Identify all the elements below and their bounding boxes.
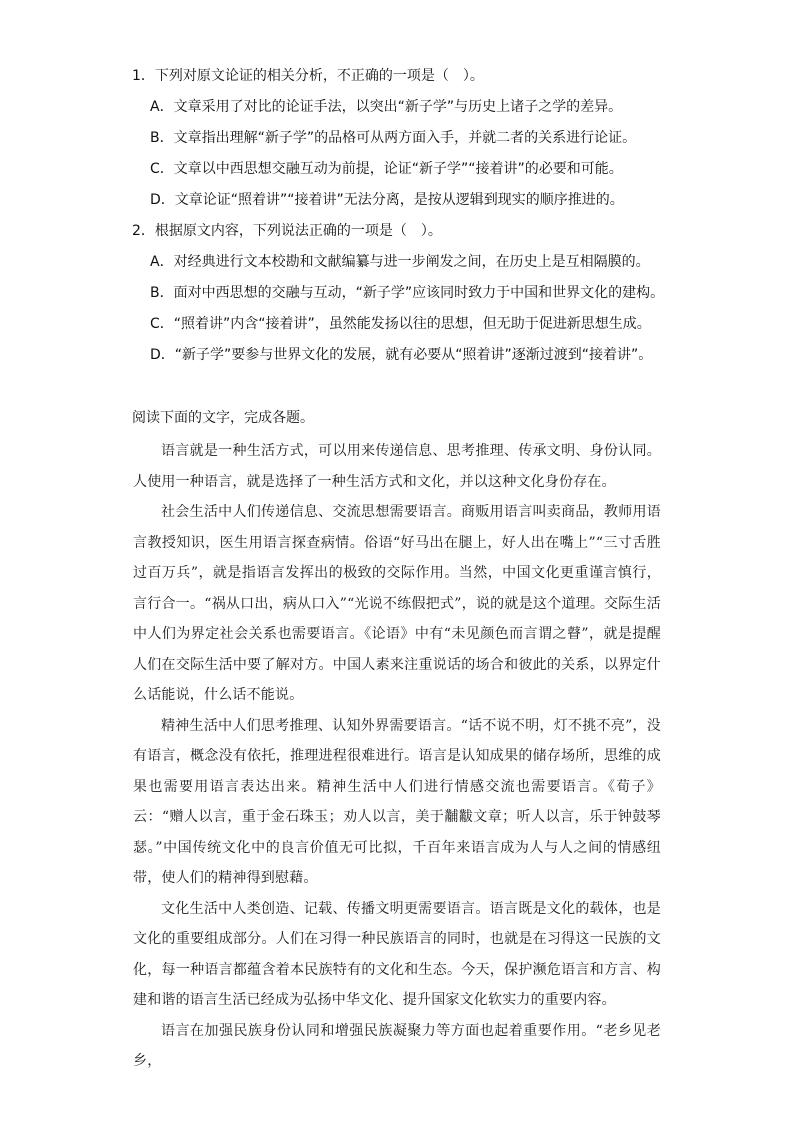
passage-paragraph-4: 文化生活中人类创造、记载、传播文明更需要语言。语言既是文化的载体，也是文化的重要组成部分。人们在习得一种民族语言的同时，也就是在习得这一民族的文化，每一种语言都蕴含着本民族特有的文化和生态。今天，保护濒危语言和方言、构建和谐的语言生活已经成为弘扬中华文化、提升国家文化软实力的重要内容。 bbox=[133, 900, 661, 1008]
question-2-option-d: D．“新子学”要参与世界文化的发展，就有必要从“照着讲”逐渐过渡到“接着讲”。 bbox=[150, 347, 653, 363]
question-2-option-a: A．对经典进行文本校勘和文献编纂与进一步阐发之间，在历史上是互相隔膜的。 bbox=[150, 254, 650, 270]
question-1-option-a: A．文章采用了对比的论证手法，以突出“新子学”与历史上诸子之学的差异。 bbox=[150, 99, 623, 115]
question-1-option-c: C．文章以中西思想交融互动为前提，论证“新子学”“接着讲”的必要和可能。 bbox=[150, 161, 623, 177]
passage-paragraph-5: 语言在加强民族身份认同和增强民族凝聚力等方面也起着重要作用。“老乡见老乡， bbox=[133, 1022, 661, 1069]
question-1-option-b: B．文章指出理解“新子学”的品格可从两方面入手，并就二者的关系进行论证。 bbox=[150, 130, 637, 146]
passage-paragraph-3: 精神生活中人们思考推理、认知外界需要语言。“话不说不明，灯不挑不亮”，没有语言，概念没有依托，推理进程很难进行。语言是认知成果的储存场所，思维的成果也需要用语言表达出来。精神生活中人们进行情感交流也需要语言。《荀子》云：“赠人以言，重于金石珠玉；劝人以言，美于黼黻文章；听人以言，乐于钟鼓琴瑟。”中国传统文化中的良言价值无可比拟，千百年来语言成为人与人之间的情感纽带，使人们的精神得到慰藉。 bbox=[133, 717, 661, 886]
question-1-stem: 1．下列对原文论证的相关分析，不正确的一项是（ ）。 bbox=[132, 68, 484, 84]
question-2-option-b: B．面对中西思想的交融与互动，“新子学”应该同时致力于中国和世界文化的建构。 bbox=[150, 285, 665, 301]
question-1-option-d: D．文章论证“照着讲”“接着讲”无法分离，是按从逻辑到现实的顺序推进的。 bbox=[150, 192, 624, 208]
question-2-stem: 2．根据原文内容，下列说法正确的一项是（ ）。 bbox=[132, 223, 442, 239]
reading-passage bbox=[133, 436, 661, 1077]
reading-instruction: 阅读下面的文字，完成各题。 bbox=[132, 410, 314, 426]
question-2-option-c: C．“照着讲”内含“接着讲”，虽然能发扬以往的思想，但无助于促进新思想生成。 bbox=[150, 316, 651, 332]
passage-paragraph-1: 语言就是一种生活方式，可以用来传递信息、思考推理、传承文明、身份认同。人使用一种语言，就是选择了一种生活方式和文化，并以这种文化身份存在。 bbox=[133, 443, 661, 490]
passage-paragraph-2: 社会生活中人们传递信息、交流思想需要语言。商贩用语言叫卖商品，教师用语言教授知识，医生用语言探查病情。俗语“好马出在腿上，好人出在嘴上”“三寸舌胜过百万兵”，就是指语言发挥出的极致的交际作用。当然，中国文化更重谨言慎行，言行合一。“祸从口出，病从口入”“光说不练假把式”，说的就是这个道理。交际生活中人们为界定社会关系也需要语言。《论语》中有“未见颜色而言谓之瞽”，就是提醒人们在交际生活中要了解对方。中国人素来注重说话的场合和彼此的关系，以界定什么话能说，什么话不能说。 bbox=[133, 504, 661, 703]
